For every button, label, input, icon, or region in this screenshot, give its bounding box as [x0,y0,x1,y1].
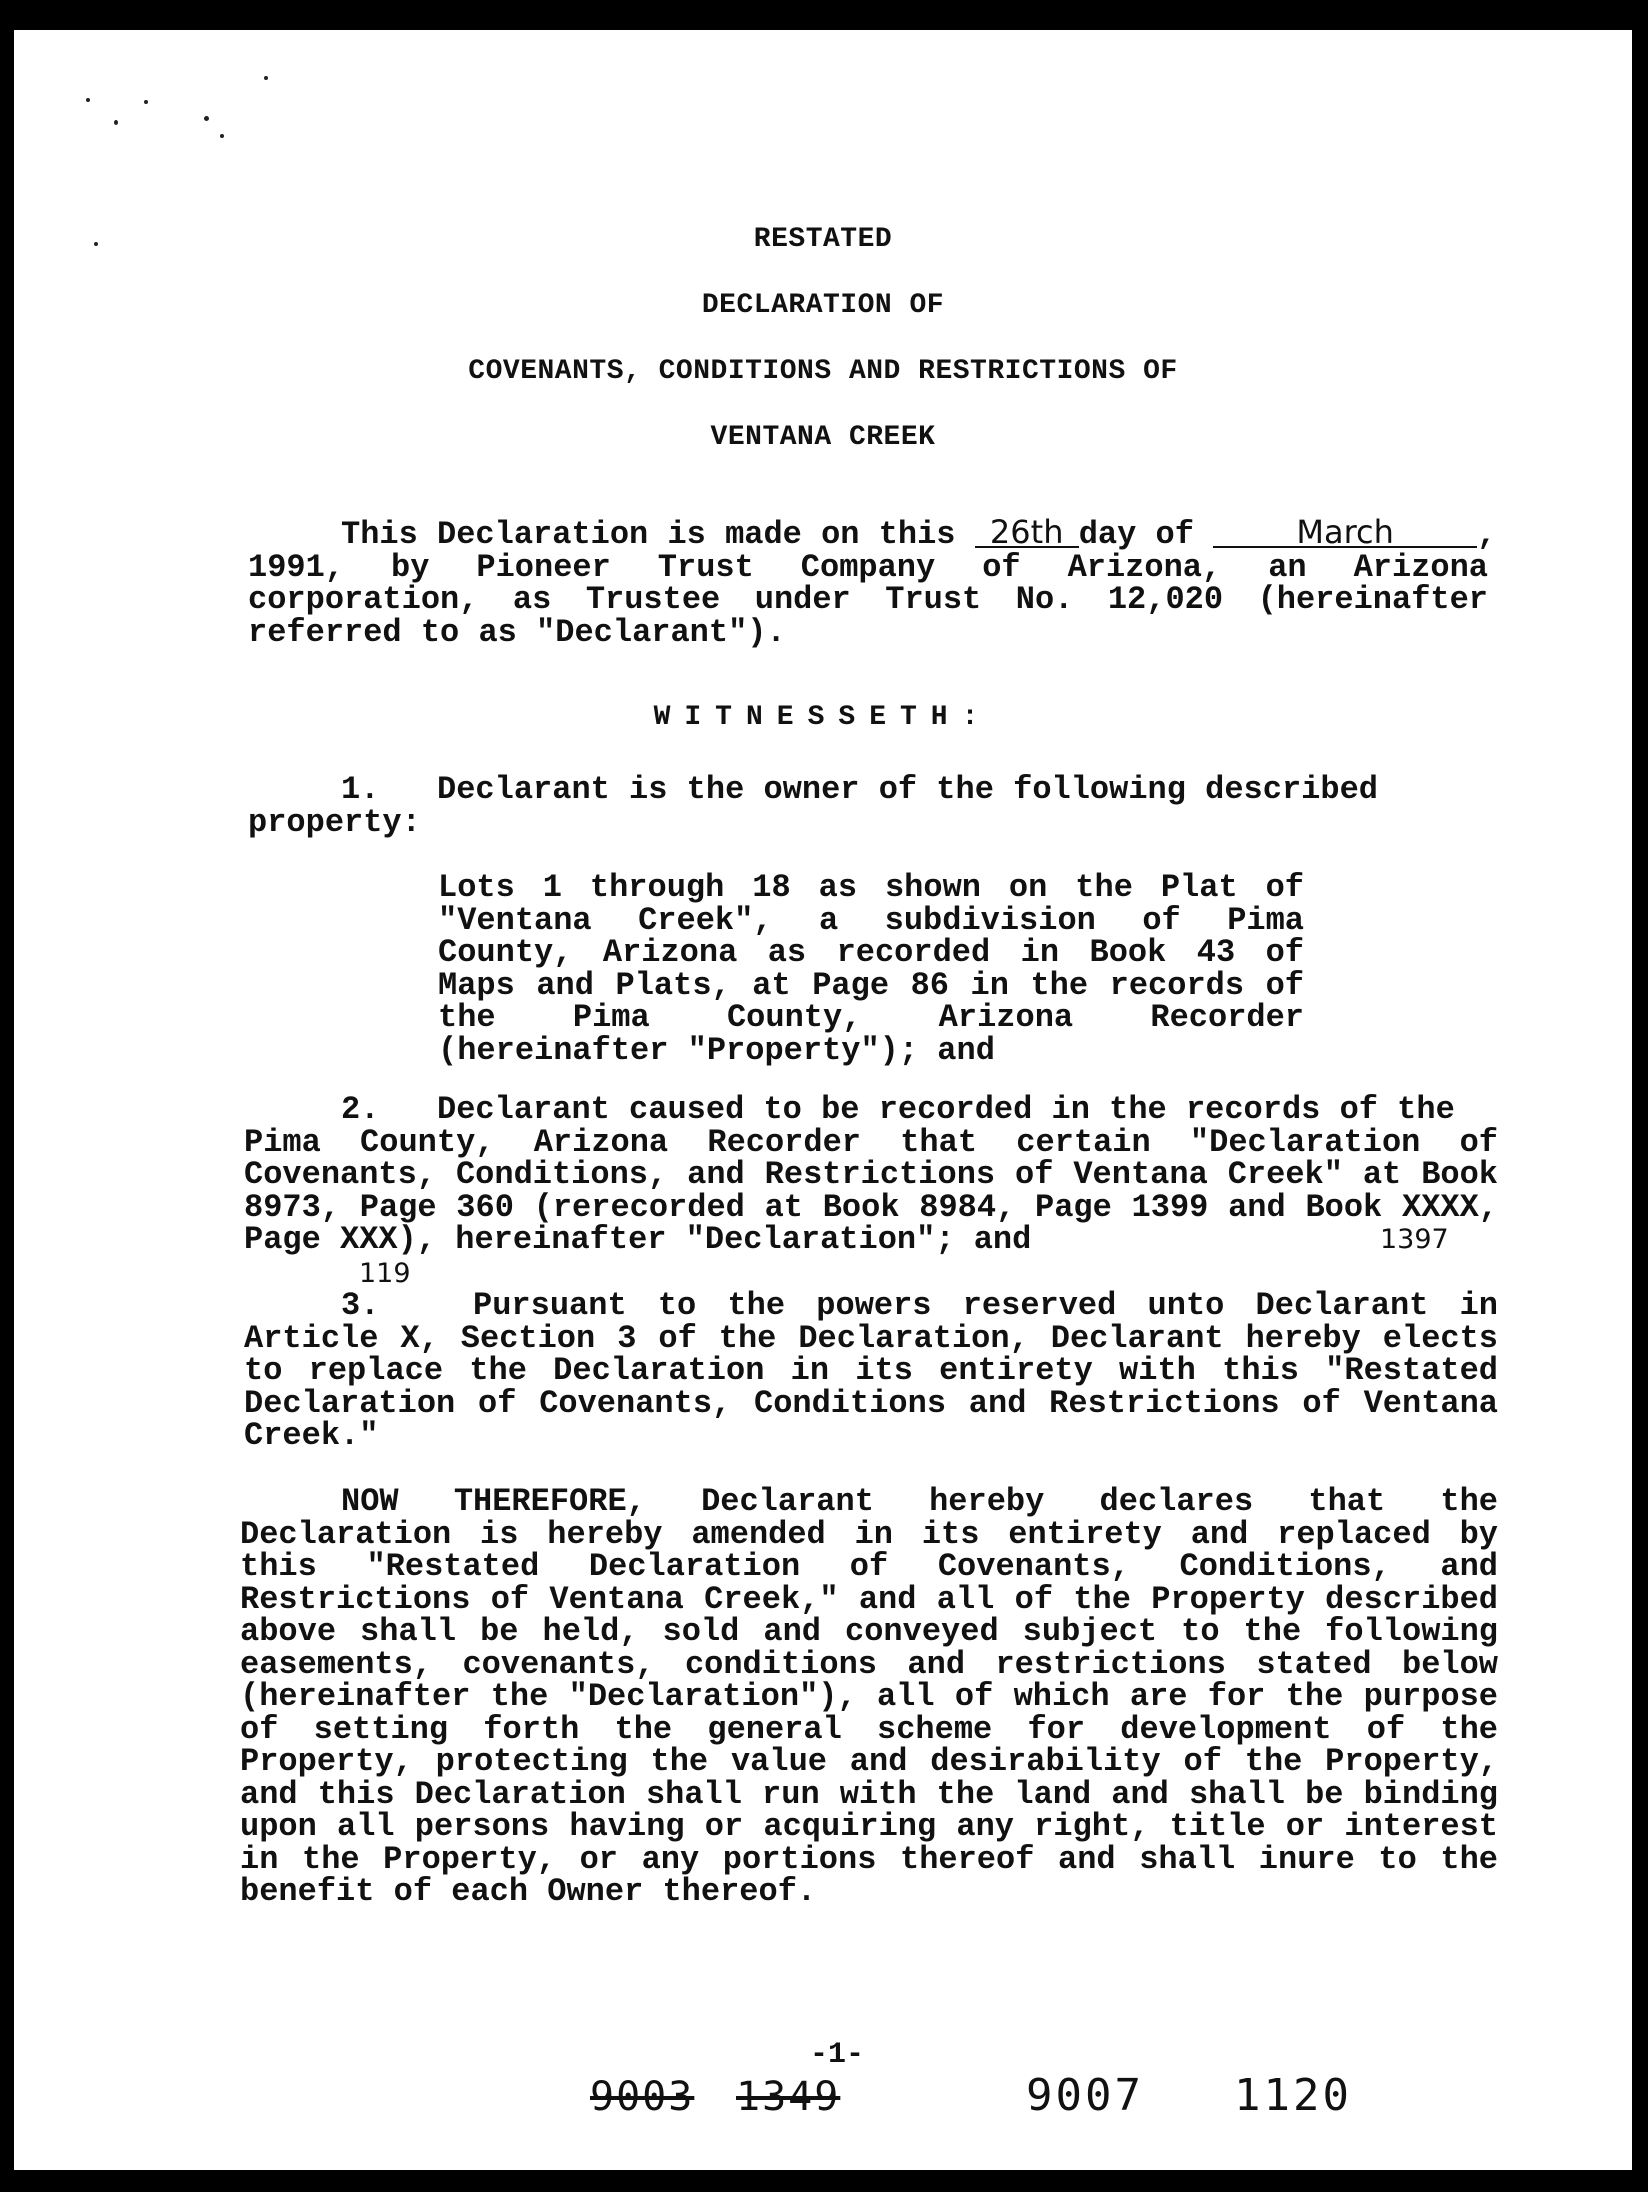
title-ventana-creek: VENTANA CREEK [710,422,936,453]
now-therefore-line: NOW THEREFORE, Declarant hereby declares that the [341,1483,1498,1520]
intro-day-of: day of [1078,516,1214,553]
now-therefore-line: upon all persons having or acquiring any right, title or interest [240,1808,1498,1845]
scan-speck [204,116,209,121]
recording-page-number: 1120 [1234,2070,1352,2121]
intro-line-1: This Declaration is made on this 26th day of March , [341,513,1497,553]
now-therefore-line: of setting forth the general scheme for development of the [240,1710,1498,1748]
now-therefore-line: this "Restated Declaration of Covenants, Conditions, and [240,1548,1498,1585]
item-1-line-1: 1. Declarant is the owner of the following described [341,771,1378,808]
title-restated: RESTATED [753,224,893,255]
page-number: -1- [810,2038,865,2072]
property-line: (hereinafter "Property"); and [438,1031,995,1069]
struck-page-number: 1349 [736,2074,841,2120]
title-declaration-of: DECLARATION OF [701,290,945,321]
now-therefore-line: above shall be held, sold and conveyed subject to the following [240,1613,1498,1650]
item-2-line: Covenants, Conditions, and Restrictions of Ventana Creek" at Book [244,1156,1498,1193]
item-1 [248,771,1488,841]
now-therefore-line: (hereinafter the "Declaration"), all of which are for the purpose [240,1678,1498,1715]
item-3-line: to replace the Declaration in its entirety with this "Restated [244,1352,1498,1389]
now-therefore-line: Restrictions of Ventana Creek," and all of the Property described [240,1580,1498,1618]
scan-speck [220,134,224,138]
now-therefore-line: benefit of each Owner thereof. [240,1873,817,1910]
struck-book-number: 9003 [590,2074,695,2120]
intro-paragraph [248,513,1497,651]
now-therefore-paragraph [240,1483,1498,1910]
property-line: Maps and Plats, at Page 86 in the records of [438,966,1304,1004]
scan-speck [114,120,118,125]
item-3-line: Creek." [244,1417,379,1454]
item-3-line: Article X, Section 3 of the Declaration, Declarant hereby elects [244,1319,1498,1357]
item-2-line: Pima County, Arizona Recorder that certain "Declaration of [244,1123,1498,1161]
scan-speck [144,100,148,104]
handwritten-correction-book: 1397 [1380,1224,1449,1255]
now-therefore-line: easements, covenants, conditions and restrictions stated below [240,1645,1498,1683]
scan-speck [86,98,90,102]
item-2-line: Page XXX), hereinafter "Declaration"; and [244,1221,1032,1258]
intro-line-2: 1991, by Pioneer Trust Company of Arizona, an Arizona [248,548,1488,586]
property-line: the Pima County, Arizona Recorder [438,999,1304,1036]
intro-line-4: referred to as "Declarant"). [248,613,786,651]
now-therefore-line: Declaration is hereby amended in its entirety and replaced by [240,1515,1498,1553]
item-3-line: Declaration of Covenants, Conditions and Restrictions of Ventana [244,1384,1498,1422]
property-line: County, Arizona as recorded in Book 43 of [438,934,1304,971]
intro-text: This Declaration is made on this [341,516,975,553]
filled-month: March [1213,518,1477,548]
item-2-line: 8973, Page 360 (rerecorded at Book 8984, Page 1399 and Book XXXX, [244,1188,1498,1226]
property-description [438,869,1304,1069]
property-line: Lots 1 through 18 as shown on the Plat of [438,869,1304,906]
witnesseth-heading: WITNESSETH: [653,702,993,733]
now-therefore-line: in the Property, or any portions thereof and shall inure to the [240,1840,1498,1878]
handwritten-correction-page: 119 [359,1258,411,1289]
item-3 [244,1287,1498,1454]
property-line: "Ventana Creek", a subdivision of Pima [438,901,1304,939]
scan-speck [264,76,268,80]
recording-book-number: 9007 [1026,2070,1144,2121]
filled-day: 26th [975,518,1079,548]
intro-line-3: corporation, as Trustee under Trust No. 12,020 (hereinafter [248,581,1488,618]
now-therefore-line: and this Declaration shall run with the land and shall be binding [240,1775,1498,1813]
item-1-line-2: property: [248,803,421,841]
title-covenants: COVENANTS, CONDITIONS AND RESTRICTIONS OF [468,356,1178,387]
document-page [14,30,1632,2170]
now-therefore-line: Property, protecting the value and desirability of the Property, [240,1743,1498,1780]
item-2-line: 2. Declarant caused to be recorded in the records of the [341,1091,1455,1128]
item-2 [244,1091,1498,1258]
item-3-line: 3. Pursuant to the powers reserved unto Declarant in [341,1287,1498,1324]
